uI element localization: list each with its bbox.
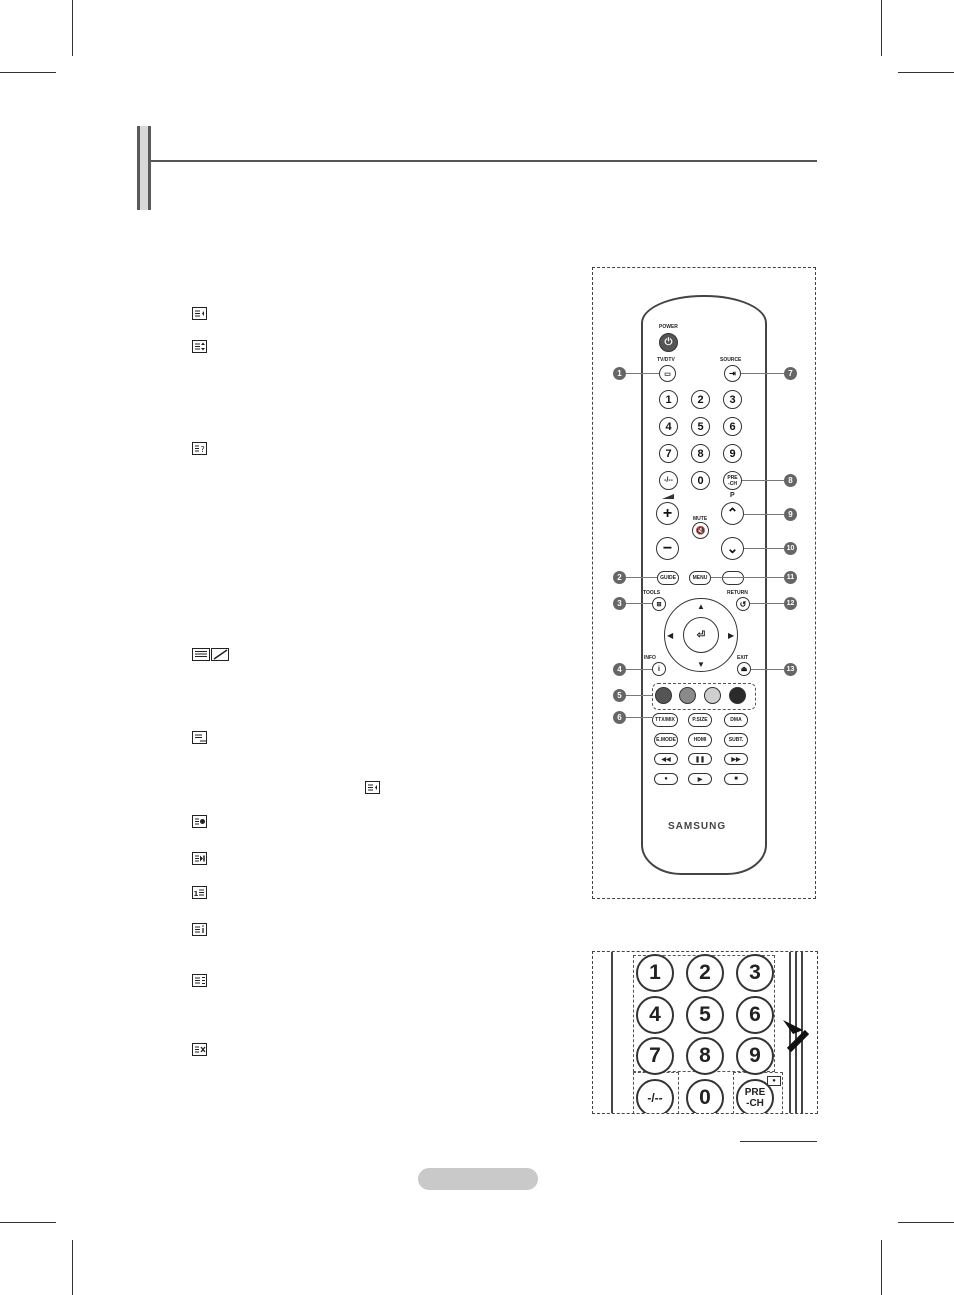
crop-mark — [0, 72, 56, 73]
detail-dash-button[interactable]: -/-- — [636, 1079, 674, 1114]
blank-button[interactable] — [722, 571, 744, 585]
number-button-0[interactable]: 0 — [691, 471, 710, 490]
teletext-hold-icon — [192, 852, 207, 865]
number-pad-detail-panel — [592, 951, 818, 1114]
tvdtv-button[interactable]: ▭ — [659, 365, 676, 382]
crop-mark — [72, 1240, 73, 1295]
volume-up-button[interactable]: + — [656, 502, 679, 525]
leader-line — [626, 669, 652, 670]
detail-prech-top: PRE — [744, 1087, 766, 1098]
record-button[interactable]: ● — [654, 773, 678, 785]
number-button-6[interactable]: 6 — [723, 417, 742, 436]
tools-button[interactable]: ⊞ — [652, 597, 666, 611]
hdmi-button[interactable]: HDMI — [688, 733, 712, 747]
prech-button[interactable] — [723, 471, 742, 490]
detail-number-8[interactable]: 8 — [686, 1037, 724, 1075]
callout-7: 7 — [784, 367, 797, 380]
section-header-bar — [137, 126, 151, 210]
fast-forward-button[interactable]: ▶▶ — [724, 753, 748, 765]
callout-4: 4 — [613, 663, 626, 676]
volume-down-button[interactable]: − — [656, 537, 679, 560]
return-button[interactable]: ↺ — [736, 597, 750, 611]
leader-line — [626, 373, 659, 374]
remote-control — [641, 295, 767, 875]
callout-5: 5 — [613, 689, 626, 702]
detail-number-3[interactable]: 3 — [736, 954, 774, 992]
prech-label-top: PRE — [727, 474, 738, 481]
red-button[interactable] — [655, 687, 672, 704]
leader-line — [626, 717, 652, 718]
exit-label: EXIT — [737, 655, 749, 661]
leader-line — [742, 480, 784, 481]
play-button[interactable]: ▶ — [688, 773, 712, 785]
leader-line — [741, 373, 784, 374]
number-button-8[interactable]: 8 — [691, 444, 710, 463]
teletext-index-icon — [192, 886, 207, 899]
info-button[interactable]: i — [652, 662, 666, 676]
dash-button[interactable]: -/-- — [659, 471, 678, 490]
psize-button[interactable]: P.SIZE — [688, 713, 712, 727]
callout-13: 13 — [784, 663, 797, 676]
enter-button[interactable]: ⏎ — [683, 617, 719, 653]
brand-logo: SAMSUNG — [668, 821, 727, 832]
number-button-2[interactable]: 2 — [691, 390, 710, 409]
dpad-left-icon[interactable]: ◀ — [667, 631, 674, 640]
svg-text:?: ? — [200, 445, 205, 454]
number-button-3[interactable]: 3 — [723, 390, 742, 409]
channel-label: P — [730, 492, 735, 499]
teletext-store-icon — [192, 731, 207, 744]
crop-mark — [898, 1222, 954, 1223]
crop-mark — [0, 1222, 56, 1223]
page-number-badge — [418, 1168, 538, 1190]
teletext-size-icon — [192, 340, 207, 353]
power-button[interactable]: ⏻ — [659, 333, 678, 352]
detail-number-2[interactable]: 2 — [686, 954, 724, 992]
menu-button[interactable]: MENU — [689, 571, 711, 585]
detail-number-5[interactable]: 5 — [686, 996, 724, 1034]
rewind-button[interactable]: ◀◀ — [654, 753, 678, 765]
exit-button[interactable]: ⏏ — [737, 662, 751, 676]
source-label: SOURCE — [720, 357, 742, 363]
source-button[interactable]: ⇥ — [724, 365, 741, 382]
detail-number-1[interactable]: 1 — [636, 954, 674, 992]
footer-rule — [740, 1141, 817, 1142]
detail-number-6[interactable]: 6 — [736, 996, 774, 1034]
callout-11: 11 — [784, 571, 797, 584]
crop-mark — [72, 0, 73, 56]
callout-8: 8 — [784, 474, 797, 487]
leader-line — [751, 669, 784, 670]
crop-mark — [881, 1240, 882, 1295]
leader-line — [750, 603, 784, 604]
dpad-up-icon[interactable]: ▲ — [697, 602, 705, 611]
prech-label-bottom: -CH — [728, 480, 737, 487]
crop-mark — [881, 0, 882, 56]
channel-down-button[interactable]: ⌄ — [721, 537, 744, 560]
teletext-mix-icon — [192, 648, 232, 661]
blue-button[interactable] — [729, 687, 746, 704]
leader-line — [711, 577, 784, 578]
callout-1: 1 — [613, 367, 626, 380]
number-button-4[interactable]: 4 — [659, 417, 678, 436]
tvdtv-label: TV/DTV — [657, 357, 675, 363]
stop-button[interactable]: ■ — [724, 773, 748, 785]
dpad-right-icon[interactable]: ▶ — [728, 631, 735, 640]
pause-button[interactable]: ❚❚ — [688, 753, 712, 765]
teletext-cancel-icon — [192, 815, 207, 828]
callout-12: 12 — [784, 597, 797, 610]
crop-mark — [898, 72, 954, 73]
info-label: INFO — [644, 655, 656, 661]
number-button-9[interactable]: 9 — [723, 444, 742, 463]
leader-line — [626, 577, 657, 578]
teletext-page-icon — [192, 974, 207, 987]
teletext-subpage-icon — [192, 923, 207, 936]
section-header-rule — [151, 160, 817, 162]
guide-button[interactable]: GUIDE — [657, 571, 679, 585]
callout-9: 9 — [784, 508, 797, 521]
tools-label: TOOLS — [643, 590, 661, 596]
detail-number-4[interactable]: 4 — [636, 996, 674, 1034]
channel-up-button[interactable]: ⌃ — [721, 502, 744, 525]
teletext-cancel-icon: ● — [767, 1076, 781, 1086]
callout-6: 6 — [613, 711, 626, 724]
leader-line — [626, 603, 652, 604]
leader-line — [626, 695, 652, 696]
teletext-exit-icon — [192, 1043, 207, 1056]
detail-number-0[interactable]: 0 — [686, 1079, 724, 1114]
return-label: RETURN — [727, 590, 748, 596]
callout-3: 3 — [613, 597, 626, 610]
emode-button[interactable]: E.MODE — [654, 733, 678, 747]
ttx-mix-button[interactable]: TTX/MIX — [652, 713, 678, 727]
number-button-1[interactable]: 1 — [659, 390, 678, 409]
green-button[interactable] — [679, 687, 696, 704]
detail-prech-bottom: -CH — [746, 1098, 764, 1109]
yellow-button[interactable] — [704, 687, 721, 704]
pointer-arrow-icon — [781, 1012, 811, 1052]
number-button-5[interactable]: 5 — [691, 417, 710, 436]
detail-number-7[interactable]: 7 — [636, 1037, 674, 1075]
dma-button[interactable]: DMA — [724, 713, 748, 727]
number-button-7[interactable]: 7 — [659, 444, 678, 463]
mute-button[interactable]: 🔇 — [692, 522, 709, 539]
mute-label: MUTE — [693, 516, 708, 522]
subt-button[interactable]: SUBT. — [724, 733, 748, 747]
callout-2: 2 — [613, 571, 626, 584]
svg-text:1: 1 — [193, 890, 199, 898]
teletext-display-icon-inline — [365, 781, 380, 794]
detail-number-9[interactable]: 9 — [736, 1037, 774, 1075]
teletext-reveal-icon — [192, 442, 207, 455]
leader-line — [744, 548, 784, 549]
callout-10: 10 — [784, 542, 797, 555]
dpad-down-icon[interactable]: ▼ — [697, 660, 705, 669]
power-label: POWER — [659, 324, 678, 330]
leader-line — [744, 514, 784, 515]
teletext-display-icon — [192, 307, 207, 320]
volume-icon — [662, 494, 674, 499]
